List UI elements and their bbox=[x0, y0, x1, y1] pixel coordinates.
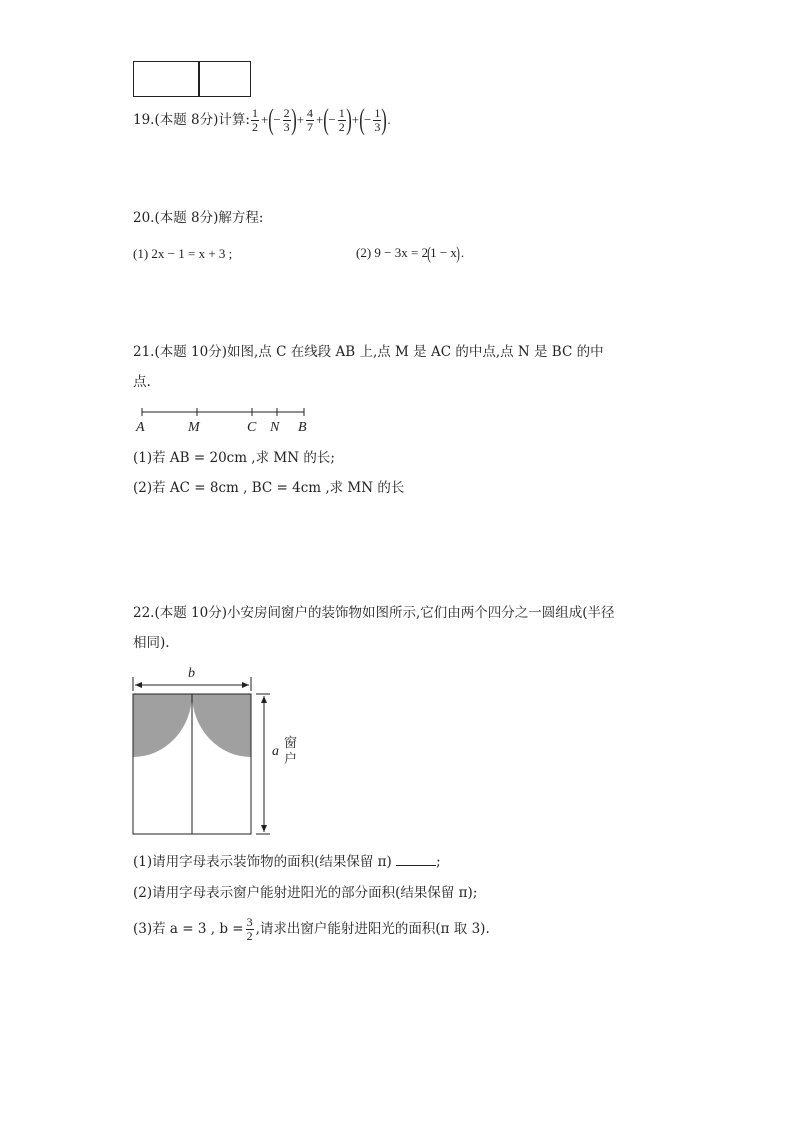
label-a: a bbox=[272, 744, 279, 759]
frac-1: $\frac{1}{2}$ bbox=[251, 105, 258, 134]
segment-figure bbox=[130, 404, 320, 436]
point-label-a: A bbox=[136, 420, 145, 435]
q21-text-line-1: 21.(本题 10分)如图,点 C 在线段 AB 上,点 M 是 AC 的中点,点 N 是 BC 的中 bbox=[133, 344, 604, 360]
frac-b-value: $\frac{3}{2}$ bbox=[246, 914, 253, 943]
q19-score: (本题 8分) bbox=[154, 112, 219, 128]
q21-part-1: (1)若 AB = 20cm ,求 MN 的长; bbox=[133, 450, 335, 466]
label-b: b bbox=[188, 666, 195, 681]
q22-part-1: (1)请用字母表示装饰物的面积(结果保留 π) ; bbox=[133, 854, 441, 870]
frac-4: $\frac{1}{2}$ bbox=[338, 105, 345, 134]
point-label-b: B bbox=[298, 420, 307, 435]
q20-instruction: 解方程: bbox=[218, 210, 264, 226]
q22-part-2: (2)请用字母表示窗户能射进阳光的部分面积(结果保留 π); bbox=[133, 885, 478, 901]
label-window: 窗 户 bbox=[284, 736, 298, 767]
q20-part-2: (2) 9 − 3x = 2 ( 1 − x ) . bbox=[356, 243, 465, 263]
question-19 bbox=[133, 103, 392, 137]
frac-2: $\frac{2}{3}$ bbox=[283, 105, 290, 134]
point-label-m: M bbox=[188, 420, 200, 435]
point-label-n: N bbox=[270, 420, 280, 435]
q20-part-1: (1) 2x − 1 = x + 3 ; bbox=[133, 246, 233, 261]
decoration-left bbox=[133, 694, 192, 757]
frac-3: $\frac{4}{7}$ bbox=[307, 105, 313, 134]
q21-text-line-2: 点. bbox=[133, 374, 151, 390]
q19-expression: $\frac{1}{2}$ + ( − $\frac{2}{3}$ ) + $\frac{4}{7}$ + ( − $\frac{1}{2}$ ) + ( − $\frac{1}{3}$ ) . bbox=[251, 103, 391, 136]
score-box-right bbox=[198, 61, 251, 97]
answer-blank[interactable] bbox=[396, 853, 436, 866]
q19-number: 19. bbox=[133, 112, 155, 128]
frac-5: $\frac{1}{3}$ bbox=[374, 105, 381, 134]
q22-text-line-2: 相同). bbox=[133, 635, 170, 651]
q19-instruction: 计算: bbox=[218, 112, 250, 128]
score-box-left bbox=[133, 61, 200, 97]
q21-part-2: (2)若 AC = 8cm , BC = 4cm ,求 MN 的长 bbox=[133, 480, 405, 496]
question-20 bbox=[133, 209, 263, 227]
q22-part-3: (3)若 a = 3 , b = $\frac{3}{2}$ ,请求出窗户能射进阳光的面积(π 取 3). bbox=[133, 914, 490, 943]
q20-score: (本题 8分) bbox=[154, 210, 219, 226]
q20-number: 20. bbox=[133, 210, 155, 226]
q22-text-line-1: 22.(本题 10分)小安房间窗户的装饰物如图所示,它们由两个四分之一圆组成(半径 bbox=[133, 605, 615, 621]
point-label-c: C bbox=[247, 420, 257, 435]
decoration-right bbox=[192, 694, 251, 757]
